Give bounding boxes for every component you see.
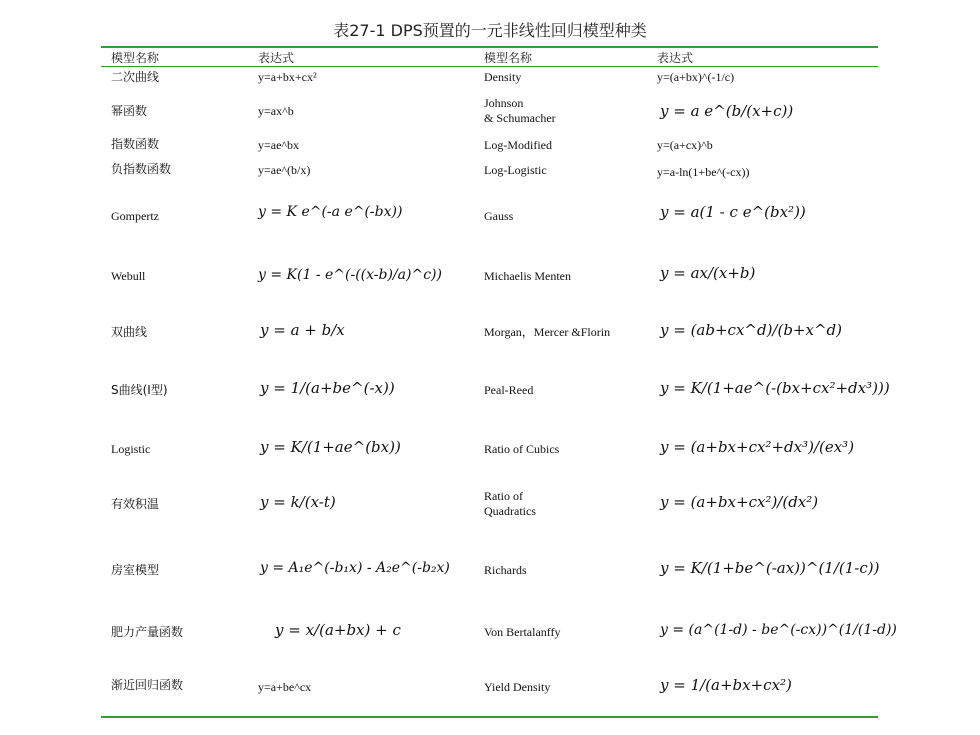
header-model-name-right: 模型名称 bbox=[484, 51, 533, 65]
model-name-log-logistic: Log-Logistic bbox=[484, 163, 547, 177]
model-name-michaelis-menten: Michaelis Menten bbox=[484, 269, 571, 283]
expr-von-bertalanffy: y = (a^(1-d) - be^(-cx))^(1/(1-d)) bbox=[660, 622, 897, 638]
model-name-fertility-yield: 肥力产量函数 bbox=[111, 625, 184, 639]
model-name-mmf: Morgan，Mercer &Florin bbox=[484, 325, 611, 339]
expr-s-curve: y = 1/(a+be^(-x)) bbox=[260, 379, 395, 397]
model-name-yield-density: Yield Density bbox=[484, 680, 551, 694]
model-name-gompertz: Gompertz bbox=[111, 209, 159, 223]
expr-log-logistic: y=a-ln(1+be^(-cx)) bbox=[657, 165, 750, 179]
bottom-rule bbox=[101, 716, 878, 718]
expr-density: y=(a+bx)^(-1/c) bbox=[657, 70, 735, 84]
table-title: 表27-1 DPS预置的一元非线性回归模型种类 bbox=[333, 21, 647, 40]
expr-mmf: y = (ab+cx^d)/(b+x^d) bbox=[660, 321, 842, 339]
expr-ratio-cubics: y = (a+bx+cx²+dx³)/(ex³) bbox=[660, 438, 855, 456]
model-name-ratio-cubics: Ratio of Cubics bbox=[484, 442, 560, 456]
top-rule bbox=[101, 46, 878, 48]
expr-michaelis-menten: y = ax/(x+b) bbox=[660, 264, 756, 282]
header-model-name-left: 模型名称 bbox=[111, 51, 160, 65]
expr-fertility-yield: y = x/(a+bx) + c bbox=[275, 621, 401, 639]
expr-gompertz: y = K e^(-a e^(-bx)) bbox=[258, 204, 403, 220]
expr-ratio-quadratics: y = (a+bx+cx²)/(dx²) bbox=[660, 493, 819, 511]
expr-peal-reed: y = K/(1+ae^(-(bx+cx²+dx³))) bbox=[660, 379, 890, 397]
model-name-johnson: Johnson & Schumacher bbox=[484, 96, 556, 125]
model-name-density: Density bbox=[484, 70, 522, 84]
expr-hyperbola: y = a + b/x bbox=[260, 321, 345, 339]
model-name-power: 幂函数 bbox=[111, 104, 148, 118]
model-name-asymptotic: 渐近回归函数 bbox=[111, 678, 184, 692]
model-name-hyperbola: 双曲线 bbox=[111, 325, 148, 339]
expr-richards: y = K/(1+be^(-ax))^(1/(1-c)) bbox=[660, 559, 880, 577]
expr-gauss: y = a(1 - c e^(bx²)) bbox=[660, 203, 806, 221]
model-name-logistic: Logistic bbox=[111, 442, 151, 456]
expr-logistic: y = K/(1+ae^(bx)) bbox=[260, 438, 401, 456]
header-rule bbox=[101, 66, 878, 67]
model-name-webull: Webull bbox=[111, 269, 146, 283]
model-name-s-curve: S曲线(I型) bbox=[111, 383, 168, 397]
expr-power: y=ax^b bbox=[258, 104, 294, 118]
model-name-gauss: Gauss bbox=[484, 209, 514, 223]
model-name-quadratic: 二次曲线 bbox=[111, 70, 160, 84]
model-name-peal-reed: Peal-Reed bbox=[484, 383, 534, 397]
expr-webull: y = K(1 - e^(-((x-b)/a)^c)) bbox=[258, 267, 442, 283]
header-expression-left: 表达式 bbox=[258, 51, 295, 65]
expr-compartment: y = A₁e^(-b₁x) - A₂e^(-b₂x) bbox=[260, 560, 450, 576]
expr-johnson: y = a e^(b/(x+c)) bbox=[660, 102, 794, 120]
model-name-richards: Richards bbox=[484, 563, 527, 577]
model-name-log-modified: Log-Modified bbox=[484, 138, 552, 152]
expr-quadratic: y=a+bx+cx² bbox=[258, 70, 317, 84]
expr-neg-exponential: y=ae^(b/x) bbox=[258, 163, 311, 177]
expr-effective-temp: y = k/(x-t) bbox=[260, 493, 336, 511]
model-name-ratio-quadratics: Ratio of Quadratics bbox=[484, 489, 536, 518]
expr-yield-density: y = 1/(a+bx+cx²) bbox=[660, 676, 792, 694]
model-name-von-bertalanffy: Von Bertalanffy bbox=[484, 625, 561, 639]
expr-log-modified: y=(a+cx)^b bbox=[657, 138, 713, 152]
model-name-exponential: 指数函数 bbox=[111, 137, 160, 151]
model-name-effective-temp: 有效积温 bbox=[111, 497, 160, 511]
expr-asymptotic: y=a+be^cx bbox=[258, 680, 312, 694]
model-name-compartment: 房室模型 bbox=[111, 563, 160, 577]
header-expression-right: 表达式 bbox=[657, 51, 694, 65]
model-name-neg-exponential: 负指数函数 bbox=[111, 162, 172, 176]
expr-exponential: y=ae^bx bbox=[258, 138, 300, 152]
